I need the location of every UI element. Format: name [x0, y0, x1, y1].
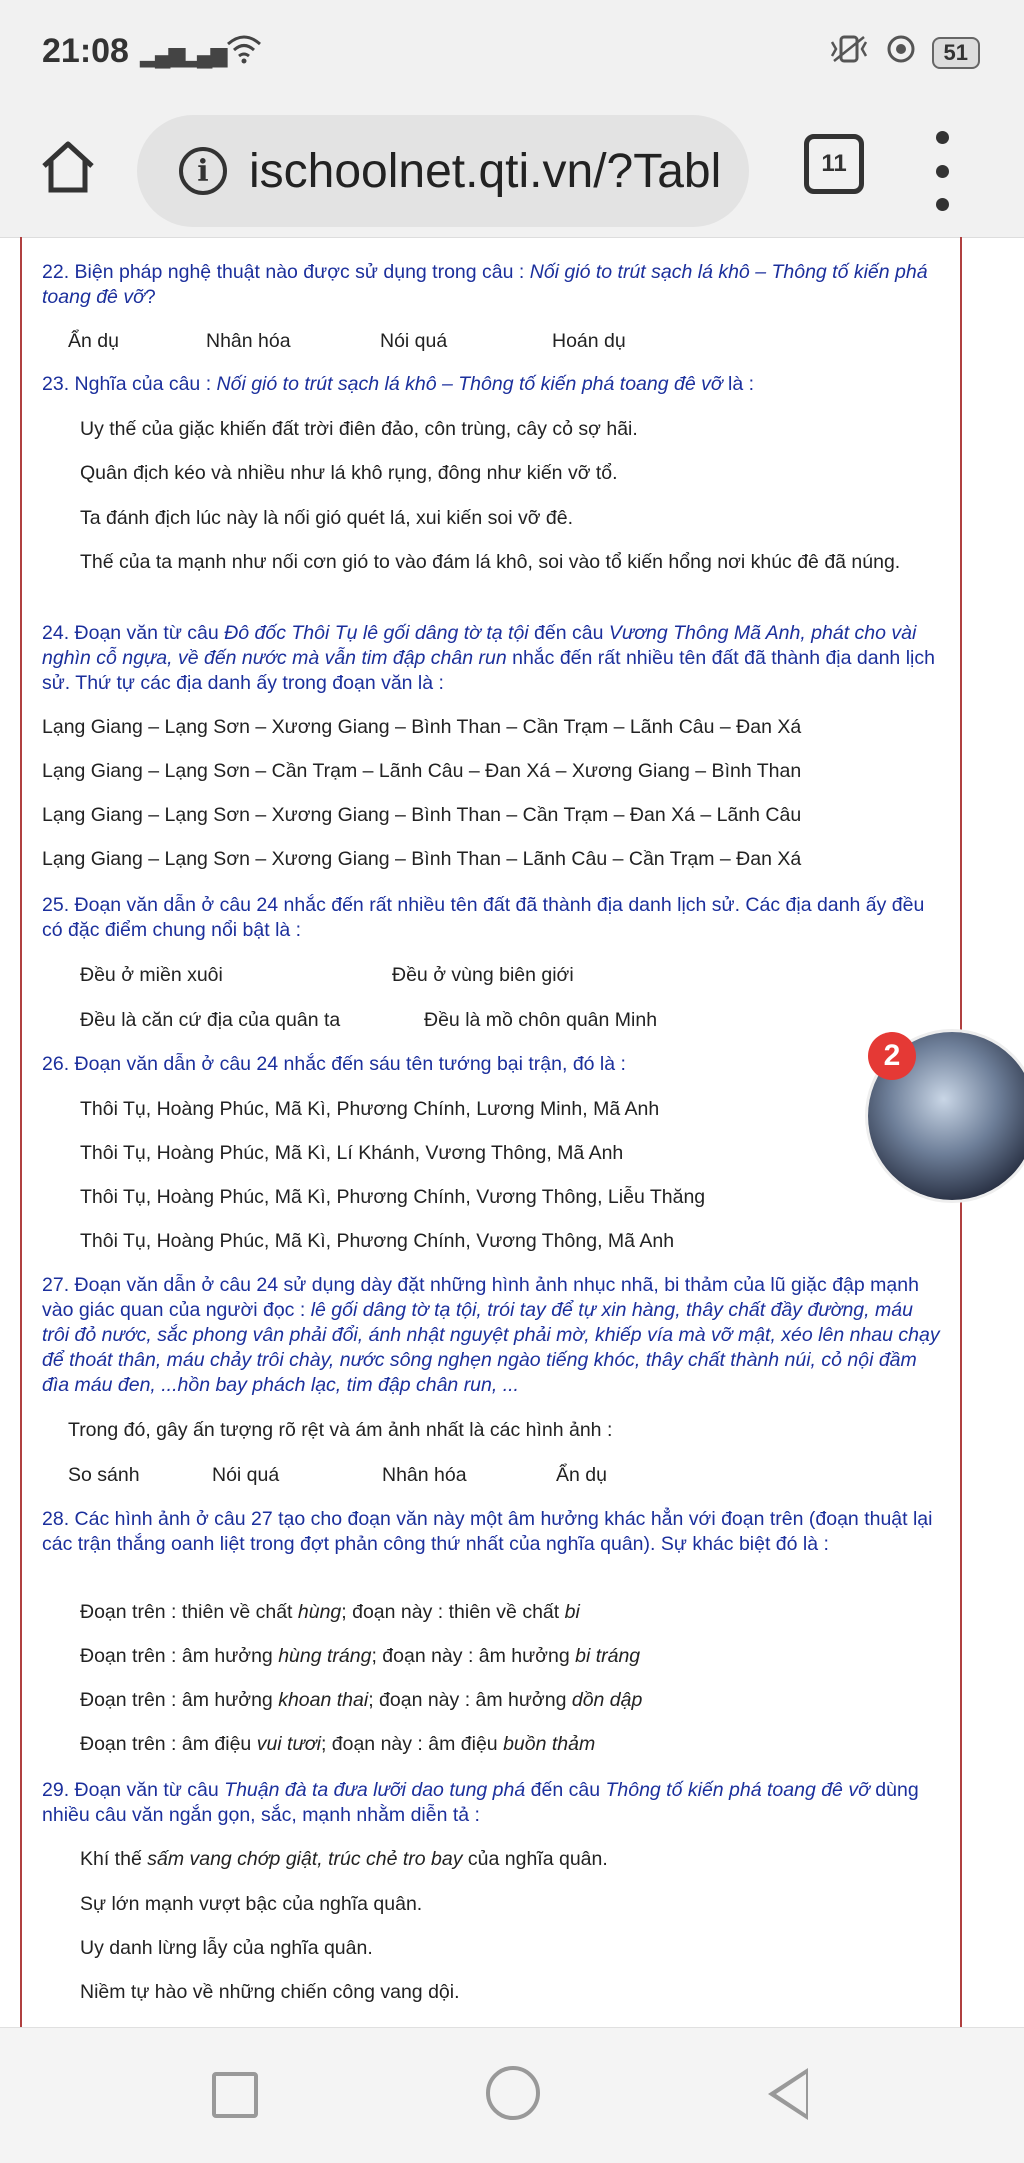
q24-option-2[interactable]: Lạng Giang – Lạng Sơn – Cần Trạm – Lãnh Câu – Đan Xá – Xương Giang – Bình Than	[42, 760, 802, 782]
clock: 21:08	[42, 32, 129, 70]
question-23: 23. Nghĩa của câu : Nối gió to trút sạch lá khô – Thông tố kiến phá toang đê vỡ là :	[42, 373, 755, 395]
signal-icon: ▂▄▆	[140, 42, 184, 67]
menu-dot-icon	[936, 165, 949, 178]
question-28: 28. Các hình ảnh ở câu 27 tạo cho đoạn văn này một âm hưởng khác hẳn với đoạn trên (đoạn thuật lại các trận thắng oanh liệt trong đợt phản công thứ nhất của nghĩa quân). Sự khác biệt đó là :	[42, 1508, 933, 1555]
q25-option-4[interactable]: Đều là mồ chôn quân Minh	[424, 1009, 658, 1031]
q23-option-4[interactable]: Thế của ta mạnh như nối cơn gió to vào đám lá khô, soi vào tổ kiến hổng nơi khúc đê đã núng.	[80, 551, 901, 573]
q22-option-1[interactable]: Ẩn dụ	[68, 330, 119, 352]
info-icon[interactable]: i	[179, 147, 227, 195]
browser-toolbar	[0, 105, 1024, 238]
question-26: 26. Đoạn văn dẫn ở câu 24 nhắc đến sáu tên tướng bại trận, đó là :	[42, 1053, 626, 1075]
battery-icon: 51	[932, 37, 980, 69]
vibrate-icon	[828, 34, 870, 71]
q23-option-1[interactable]: Uy thế của giặc khiến đất trời điên đảo, côn trùng, cây cỏ sợ hãi.	[80, 418, 638, 440]
question-27: 27. Đoạn văn dẫn ở câu 24 sử dụng dày đặt những hình ảnh nhục nhã, bi thảm của lũ giặc đập mạnh vào giác quan của người đọc : lê gối dâng tờ tạ tội, trói tay để tự xin hàng, thây chất đầy đường, máu trôi đỏ nước, sắc phong vân phải đổi, ánh nhật nguyệt phải mờ, khiếp vía mà vỡ mật, xéo lên nhau chạy để thoát thân, máu chảy trôi chày, nước sông nghẹn ngào tiếng khóc, thây chất thành núi, cỏ nội đầm đìa máu đen, ...hồn bay phách lạc, tim đập chân run, ...	[42, 1274, 940, 1396]
home-button[interactable]	[36, 135, 100, 199]
url-text[interactable]: ischoolnet.qti.vn/?Tabl	[249, 144, 722, 198]
back-button[interactable]	[768, 2068, 808, 2120]
overflow-menu-button[interactable]	[930, 131, 954, 211]
notification-badge: 2	[868, 1032, 916, 1080]
home-icon	[40, 140, 96, 194]
q26-option-1[interactable]: Thôi Tụ, Hoàng Phúc, Mã Kì, Phương Chính, Lương Minh, Mã Anh	[80, 1098, 660, 1120]
q28-option-4[interactable]: Đoạn trên : âm điệu vui tươi; đoạn này : âm điệu buồn thảm	[80, 1733, 596, 1755]
system-navigation-bar	[0, 2027, 1024, 2163]
status-bar	[0, 0, 1024, 105]
q25-option-1[interactable]: Đều ở miền xuôi	[80, 964, 223, 986]
q28-option-3[interactable]: Đoạn trên : âm hưởng khoan thai; đoạn này : âm hưởng dồn dập	[80, 1689, 643, 1711]
quiz-content	[20, 237, 962, 2027]
recent-apps-button[interactable]	[212, 2072, 258, 2118]
q27-option-3[interactable]: Nhân hóa	[382, 1464, 467, 1486]
q24-option-3[interactable]: Lạng Giang – Lạng Sơn – Xương Giang – Bình Than – Cần Trạm – Đan Xá – Lãnh Câu	[42, 804, 802, 826]
q22-option-4[interactable]: Hoán dụ	[552, 330, 626, 352]
data-saver-icon	[886, 34, 916, 71]
q24-option-4[interactable]: Lạng Giang – Lạng Sơn – Xương Giang – Bình Than – Lãnh Câu – Cần Trạm – Đan Xá	[42, 848, 802, 870]
q22-option-2[interactable]: Nhân hóa	[206, 330, 291, 352]
q22-option-3[interactable]: Nói quá	[380, 330, 448, 352]
q26-option-4[interactable]: Thôi Tụ, Hoàng Phúc, Mã Kì, Phương Chính, Vương Thông, Mã Anh	[80, 1230, 675, 1252]
q27-option-2[interactable]: Nói quá	[212, 1464, 280, 1486]
question-24: 24. Đoạn văn từ câu Đô đốc Thôi Tụ lê gối dâng tờ tạ tội đến câu Vương Thông Mã Anh, phát cho vài nghìn cỗ ngựa, về đến nước mà vẫn tim đập chân run nhắc đến rất nhiều tên đất đã thành địa danh lịch sử. Thứ tự các địa danh ấy trong đoạn văn là :	[42, 622, 935, 694]
q27-option-4[interactable]: Ẩn dụ	[556, 1464, 607, 1486]
q29-option-4[interactable]: Niềm tự hào về những chiến công vang dội.	[80, 1981, 460, 2003]
menu-dot-icon	[936, 198, 949, 211]
q25-option-2[interactable]: Đều ở vùng biên giới	[392, 964, 574, 986]
floating-chat-head[interactable]	[868, 1032, 1024, 1200]
question-25: 25. Đoạn văn dẫn ở câu 24 nhắc đến rất nhiều tên đất đã thành địa danh lịch sử. Các địa danh ấy đều có đặc điểm chung nổi bật là :	[42, 894, 925, 941]
q29-option-1[interactable]: Khí thế sấm vang chớp giật, trúc chẻ tro bay của nghĩa quân.	[80, 1848, 608, 1870]
tab-switcher-button[interactable]: 11	[804, 134, 864, 194]
q23-option-2[interactable]: Quân địch kéo và nhiều như lá khô rụng, đông như kiến vỡ tổ.	[80, 462, 618, 484]
q26-option-2[interactable]: Thôi Tụ, Hoàng Phúc, Mã Kì, Lí Khánh, Vương Thông, Mã Anh	[80, 1142, 624, 1164]
q26-option-3[interactable]: Thôi Tụ, Hoàng Phúc, Mã Kì, Phương Chính, Vương Thông, Liễu Thăng	[80, 1186, 706, 1208]
question-29: 29. Đoạn văn từ câu Thuận đà ta đưa lưỡi dao tung phá đến câu Thông tố kiến phá toang đê vỡ dùng nhiều câu văn ngắn gọn, sắc, mạnh nhằm diễn tả :	[42, 1779, 919, 1826]
q27-subtext: Trong đó, gây ấn tượng rõ rệt và ám ảnh nhất là các hình ảnh :	[68, 1419, 613, 1441]
q29-option-2[interactable]: Sự lớn mạnh vượt bậc của nghĩa quân.	[80, 1893, 423, 1915]
address-bar[interactable]	[137, 115, 749, 227]
q28-option-1[interactable]: Đoạn trên : thiên về chất hùng; đoạn này : thiên về chất bi	[80, 1601, 580, 1623]
q27-option-1[interactable]: So sánh	[68, 1464, 140, 1486]
home-nav-button[interactable]	[486, 2066, 540, 2120]
q23-option-3[interactable]: Ta đánh địch lúc này là nối gió quét lá, xui kiến soi vỡ đê.	[80, 507, 574, 529]
wifi-icon	[226, 34, 262, 72]
menu-dot-icon	[936, 131, 949, 144]
question-22: 22. Biện pháp nghệ thuật nào được sử dụng trong câu : Nối gió to trút sạch lá khô – Thông tố kiến phá toang đê vỡ?	[42, 261, 928, 308]
signal-icon-2: ▂▄▆	[182, 42, 226, 67]
q29-option-3[interactable]: Uy danh lừng lẫy của nghĩa quân.	[80, 1937, 373, 1959]
q25-option-3[interactable]: Đều là căn cứ địa của quân ta	[80, 1009, 341, 1031]
q24-option-1[interactable]: Lạng Giang – Lạng Sơn – Xương Giang – Bình Than – Cần Trạm – Lãnh Câu – Đan Xá	[42, 716, 802, 738]
q28-option-2[interactable]: Đoạn trên : âm hưởng hùng tráng; đoạn này : âm hưởng bi tráng	[80, 1645, 641, 1667]
